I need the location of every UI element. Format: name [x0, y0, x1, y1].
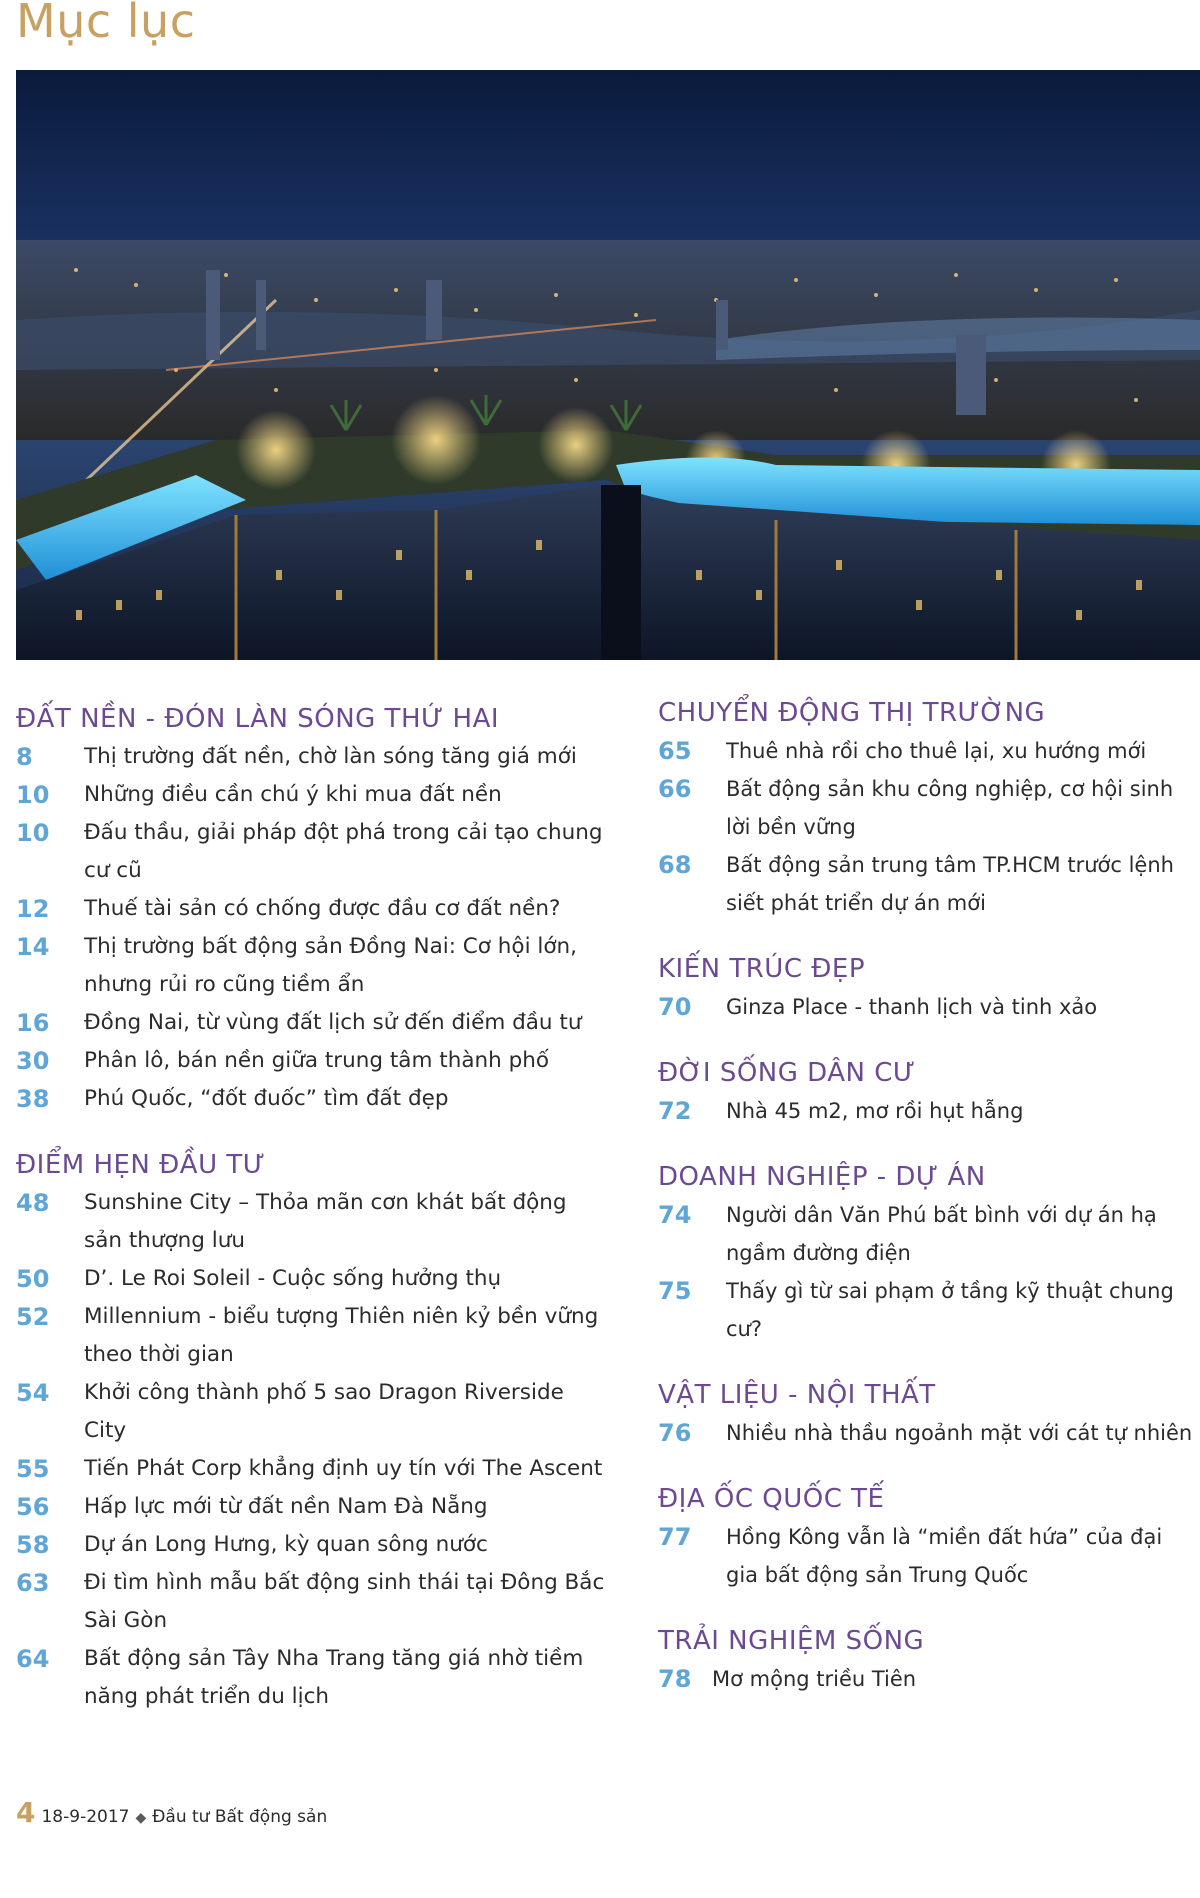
toc-section — [16, 700, 606, 1118]
toc-section — [658, 1054, 1200, 1130]
toc-section — [658, 1158, 1200, 1348]
footer-publication: Đầu tư Bất động sản — [152, 1807, 328, 1827]
entry-page: 16 — [16, 1009, 50, 1037]
entry-title: Bất động sản Tây Nha Trang tăng giá nhờ tiềm năng phát triển du lịch — [84, 1646, 584, 1709]
section-title: ĐIỂM HẸN ĐẦU TƯ — [16, 1150, 266, 1180]
toc-section — [658, 1622, 1200, 1698]
toc-entry[interactable] — [658, 770, 1200, 846]
entry-page: 52 — [16, 1303, 50, 1331]
toc-entry[interactable] — [16, 1080, 606, 1118]
hero-image — [16, 70, 1200, 660]
entry-page: 64 — [16, 1645, 50, 1673]
toc-section — [658, 1480, 1200, 1594]
entry-title: Bất động sản khu công nghiệp, cơ hội sinh lời bền vững — [726, 777, 1174, 839]
toc-entry[interactable] — [658, 988, 1200, 1026]
toc-entry[interactable] — [16, 928, 606, 1004]
entry-page: 8 — [16, 743, 33, 771]
toc-entry[interactable] — [16, 1184, 606, 1260]
toc-entry[interactable] — [16, 814, 606, 890]
diamond-icon: ◆ — [135, 1810, 147, 1826]
entry-title: Hồng Kông vẫn là “miền đất hứa” của đại gia bất động sản Trung Quốc — [726, 1525, 1163, 1587]
entry-page: 77 — [658, 1523, 692, 1551]
toc-right-column — [658, 694, 1200, 1726]
toc-entry[interactable] — [16, 776, 606, 814]
entry-title: Thị trường bất động sản Đồng Nai: Cơ hội lớn, nhưng rủi ro cũng tiềm ẩn — [84, 934, 577, 997]
toc-entry[interactable] — [16, 1450, 606, 1488]
entry-page: 10 — [16, 819, 50, 847]
entry-title: Đấu thầu, giải pháp đột phá trong cải tạo chung cư cũ — [84, 820, 603, 883]
entry-page: 74 — [658, 1201, 692, 1229]
footer-page-number: 4 — [16, 1796, 36, 1829]
entry-title: Thuế tài sản có chống được đầu cơ đất nền? — [84, 896, 561, 921]
entry-title: Đi tìm hình mẫu bất động sinh thái tại Đông Bắc Sài Gòn — [84, 1570, 605, 1633]
toc-section — [658, 950, 1200, 1026]
entry-title: Thuê nhà rồi cho thuê lại, xu hướng mới — [726, 739, 1147, 763]
toc-entry[interactable] — [16, 1564, 606, 1640]
page-footer — [16, 1796, 327, 1829]
toc-entry[interactable] — [658, 1196, 1200, 1272]
night-city-rooftop-illustration — [16, 70, 1200, 660]
entry-page: 56 — [16, 1493, 50, 1521]
footer-date: 18-9-2017 — [41, 1807, 130, 1827]
toc-entry[interactable] — [16, 1374, 606, 1450]
toc-entry[interactable] — [658, 1092, 1200, 1130]
entry-page: 68 — [658, 851, 692, 879]
entry-title: Millennium - biểu tượng Thiên niên kỷ bền vững theo thời gian — [84, 1304, 599, 1367]
toc-entry[interactable] — [658, 1414, 1200, 1452]
entry-page: 50 — [16, 1265, 50, 1293]
entry-page: 10 — [16, 781, 50, 809]
entry-title: Nhiều nhà thầu ngoảnh mặt với cát tự nhiên — [726, 1421, 1193, 1445]
toc-entry[interactable] — [658, 1518, 1200, 1594]
section-title: CHUYỂN ĐỘNG THỊ TRƯỜNG — [658, 698, 1046, 728]
entry-page: 54 — [16, 1379, 50, 1407]
entry-title: Những điều cần chú ý khi mua đất nền — [84, 782, 502, 807]
toc-entry[interactable] — [16, 1640, 606, 1716]
toc-entry[interactable] — [658, 1660, 1200, 1698]
toc-section — [16, 1146, 606, 1716]
entry-page: 48 — [16, 1189, 50, 1217]
entry-page: 72 — [658, 1097, 692, 1125]
toc-entry[interactable] — [16, 738, 606, 776]
entry-title: Phân lô, bán nền giữa trung tâm thành phố — [84, 1048, 550, 1073]
toc-section — [658, 1376, 1200, 1452]
section-title: ĐỊA ỐC QUỐC TẾ — [658, 1484, 885, 1514]
entry-page: 14 — [16, 933, 50, 961]
entry-title: Thấy gì từ sai phạm ở tầng kỹ thuật chung cư? — [726, 1279, 1174, 1341]
entry-page: 12 — [16, 895, 50, 923]
entry-title: Ginza Place - thanh lịch và tinh xảo — [726, 995, 1098, 1019]
entry-title: D’. Le Roi Soleil - Cuộc sống hưởng thụ — [84, 1266, 502, 1291]
toc-entry[interactable] — [658, 846, 1200, 922]
entry-page: 63 — [16, 1569, 50, 1597]
entry-title: Khởi công thành phố 5 sao Dragon Riverside City — [84, 1380, 564, 1443]
entry-title: Tiến Phát Corp khẳng định uy tín với The Ascent — [84, 1456, 603, 1481]
entry-page: 75 — [658, 1277, 692, 1305]
section-title: ĐỜI SỐNG DÂN CƯ — [658, 1058, 916, 1088]
entry-title: Thị trường đất nền, chờ làn sóng tăng giá mới — [84, 744, 577, 769]
entry-title: Người dân Văn Phú bất bình với dự án hạ ngầm đường điện — [726, 1203, 1157, 1265]
section-title: KIẾN TRÚC ĐẸP — [658, 954, 866, 984]
entry-title: Bất động sản trung tâm TP.HCM trước lệnh siết phát triển dự án mới — [726, 853, 1174, 915]
toc-section — [658, 694, 1200, 922]
entry-title: Hấp lực mới từ đất nền Nam Đà Nẵng — [84, 1494, 488, 1519]
entry-page: 78 — [658, 1665, 692, 1693]
entry-title: Phú Quốc, “đốt đuốc” tìm đất đẹp — [84, 1086, 449, 1111]
entry-page: 70 — [658, 993, 692, 1021]
toc-entry[interactable] — [16, 1260, 606, 1298]
toc-entry[interactable] — [658, 1272, 1200, 1348]
entry-page: 55 — [16, 1455, 50, 1483]
toc-entry[interactable] — [16, 1042, 606, 1080]
entry-page: 66 — [658, 775, 692, 803]
entry-title: Đồng Nai, từ vùng đất lịch sử đến điểm đầu tư — [84, 1010, 582, 1035]
section-title: VẬT LIỆU - NỘI THẤT — [658, 1380, 936, 1410]
section-title: TRẢI NGHIỆM SỐNG — [658, 1626, 925, 1656]
page-title: Mục lục — [16, 0, 196, 48]
entry-title: Sunshine City – Thỏa mãn cơn khát bất động sản thượng lưu — [84, 1190, 567, 1253]
entry-page: 76 — [658, 1419, 692, 1447]
entry-page: 58 — [16, 1531, 50, 1559]
entry-page: 65 — [658, 737, 692, 765]
toc-entry[interactable] — [658, 732, 1200, 770]
entry-title: Nhà 45 m2, mơ rồi hụt hẫng — [726, 1099, 1024, 1123]
entry-title: Dự án Long Hưng, kỳ quan sông nước — [84, 1532, 488, 1557]
toc-entry[interactable] — [16, 1488, 606, 1526]
toc-entry[interactable] — [16, 890, 606, 928]
section-title: DOANH NGHIỆP - DỰ ÁN — [658, 1162, 986, 1192]
section-title: ĐẤT NỀN - ĐÓN LÀN SÓNG THỨ HAI — [16, 704, 500, 734]
toc-entry[interactable] — [16, 1004, 606, 1042]
entry-page: 30 — [16, 1047, 50, 1075]
toc-left-column — [16, 700, 606, 1744]
entry-page: 38 — [16, 1085, 50, 1113]
toc-entry[interactable] — [16, 1298, 606, 1374]
toc-entry[interactable] — [16, 1526, 606, 1564]
entry-title: Mơ mộng triều Tiên — [712, 1667, 917, 1691]
